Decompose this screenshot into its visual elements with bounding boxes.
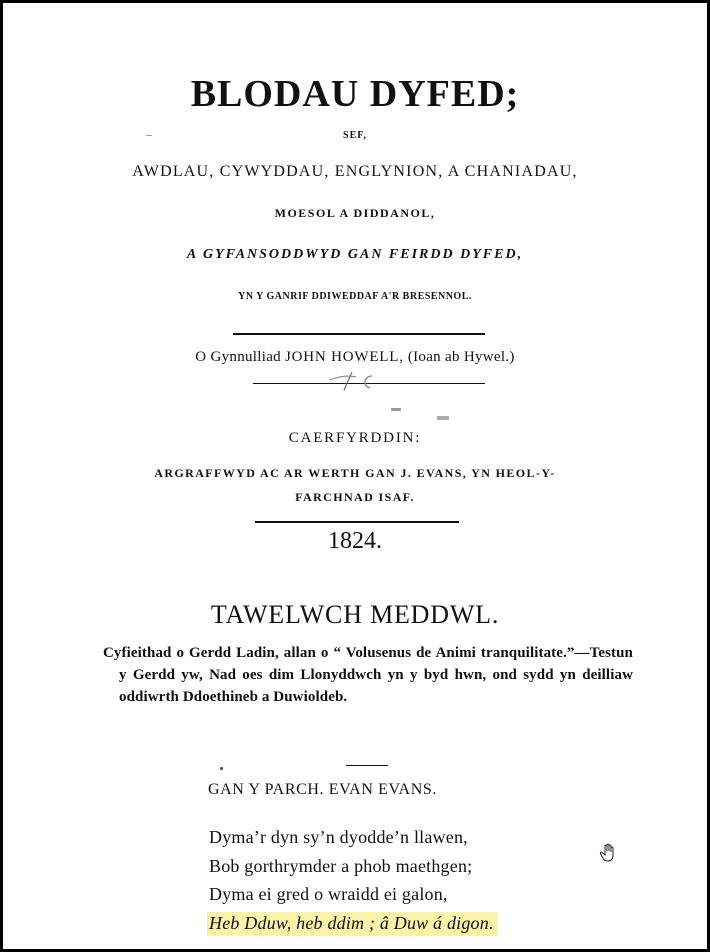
compiler-line [3, 350, 707, 365]
divider-rule [255, 521, 459, 523]
printer-block [99, 461, 611, 509]
scan-speck [146, 135, 152, 136]
verse-line: Dyma ei gred o wraidd ei galon, [209, 884, 448, 904]
poem-author: GAN Y PARCH. EVAN EVANS. [208, 781, 437, 798]
poem-title: TAWELWCH MEDDWL. [210, 600, 500, 629]
compiler-prefix: O Gynnulliad [195, 349, 286, 365]
book-title: BLODAU DYFED; [190, 73, 520, 115]
highlighted-verse-line[interactable]: Heb Dduw, heb ddim ; â Duw á digon. [207, 912, 498, 936]
poem-description: Cyfieithad o Gerdd Ladin, allan o “ Volusenus de Animi tranquilitate.”—Testun y Gerdd yw, Nad oes dim Llonyddwch yn y byd hwn, ond sydd yn deilliaw oddiwrth Ddoethineb a Duwioldeb. [103, 645, 633, 705]
printer-line-1: ARGRAFFWYD AC AR WERTH GAN J. EVANS, YN HEOL-Y- [154, 466, 556, 480]
scan-speck [437, 416, 449, 420]
verse-line: Bob gorthrymder a phob maethgen; [209, 856, 473, 876]
printer-line-2: FARCHNAD ISAF. [295, 490, 415, 504]
gyfansoddwyd-line: A GYFANSODDWYD GAN FEIRDD DYFED, [186, 247, 524, 262]
scan-speck [220, 767, 223, 770]
divider-rule [233, 333, 485, 335]
place-line: CAERFYRDDIN: [288, 430, 422, 446]
sef-line: SEF, [343, 130, 367, 141]
divider-rule [346, 765, 388, 766]
book-subtitle: AWDLAU, CYWYDDAU, ENGLYNION, A CHANIADAU, [132, 163, 578, 180]
publication-year: 1824. [328, 528, 382, 554]
moesol-line: MOESOL A DIDDANOL, [274, 206, 436, 220]
scan-speck [391, 408, 401, 411]
compiler-name: JOHN HOWELL, [285, 349, 404, 365]
hand-cursor-icon [599, 843, 617, 863]
ganrif-line: YN Y GANRIF DDIWEDDAF A'R BRESENNOL. [238, 291, 472, 302]
compiler-suffix: (Ioan ab Hywel.) [403, 349, 515, 365]
pen-mark-icon [326, 368, 386, 394]
verse-line: Dyma’r dyn sy’n dyodde’n llawen, [209, 827, 468, 847]
